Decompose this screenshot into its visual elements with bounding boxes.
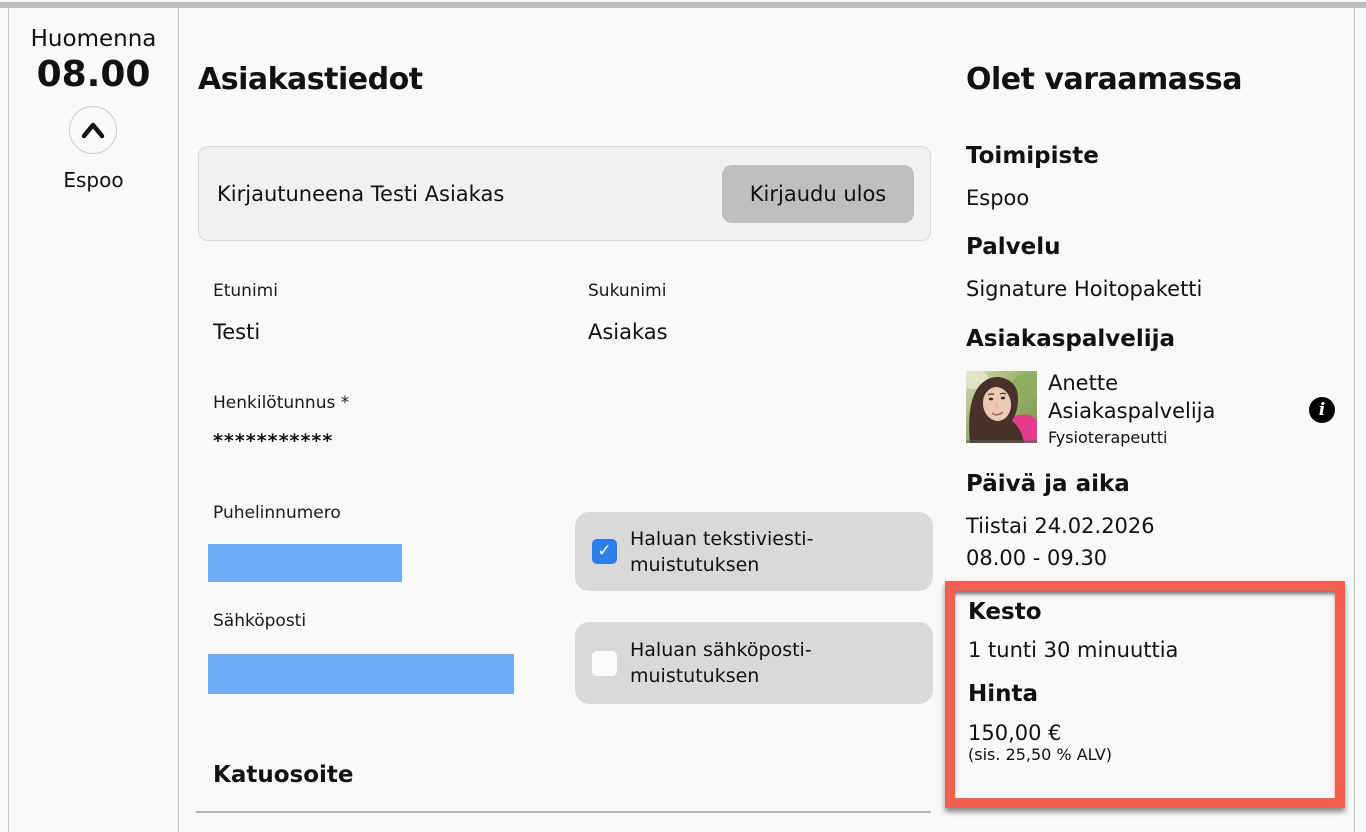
ssn-input[interactable]: *********** bbox=[213, 430, 334, 452]
office-label: Toimipiste bbox=[966, 143, 1099, 169]
street-address-label: Katuosoite bbox=[213, 762, 354, 788]
phone-input-redacted[interactable] bbox=[208, 544, 402, 582]
staff-name: Anette Asiakaspalvelija bbox=[1048, 371, 1216, 423]
checkmark-icon: ✓ bbox=[597, 541, 612, 561]
top-divider-bar bbox=[0, 2, 1366, 8]
service-value: Signature Hoitopaketti bbox=[966, 277, 1203, 301]
duration-value: 1 tunti 30 minuuttia bbox=[968, 638, 1179, 662]
email-reminder-checkbox[interactable] bbox=[592, 651, 617, 676]
email-reminder-option[interactable] bbox=[575, 622, 933, 704]
date-time-label: Päivä ja aika bbox=[966, 471, 1130, 497]
booking-summary-title: Olet varaamassa bbox=[966, 62, 1242, 97]
page-right-border bbox=[1354, 8, 1355, 832]
email-label: Sähköposti bbox=[213, 611, 307, 631]
price-label: Hinta bbox=[968, 681, 1039, 707]
staff-info-icon[interactable]: i bbox=[1309, 397, 1335, 423]
email-reminder-label: Haluan sähköposti- muistutuksen bbox=[630, 639, 812, 687]
booking-date: Tiistai 24.02.2026 bbox=[966, 514, 1155, 538]
price-highlight-frame bbox=[945, 581, 1345, 808]
first-name-label: Etunimi bbox=[213, 281, 278, 301]
phone-label: Puhelinnumero bbox=[213, 503, 341, 523]
email-input-redacted[interactable] bbox=[208, 654, 514, 694]
duration-label: Kesto bbox=[968, 599, 1042, 625]
street-address-input[interactable] bbox=[196, 811, 931, 813]
appointment-day-label: Huomenna bbox=[30, 26, 157, 52]
collapse-appointment-button[interactable] bbox=[69, 106, 117, 154]
login-status-text: Kirjautuneena Testi Asiakas bbox=[217, 182, 505, 206]
vat-note: (sis. 25,50 % ALV) bbox=[968, 745, 1112, 764]
sms-reminder-label: Haluan tekstiviesti- muistutuksen bbox=[630, 527, 814, 576]
first-name-input[interactable]: Testi bbox=[213, 320, 261, 344]
service-label: Palvelu bbox=[966, 234, 1061, 260]
chevron-up-icon bbox=[78, 119, 108, 141]
appointment-time: 08.00 bbox=[36, 54, 151, 95]
last-name-input[interactable]: Asiakas bbox=[588, 320, 668, 344]
last-name-label: Sukunimi bbox=[588, 281, 667, 301]
booking-time-range: 08.00 - 09.30 bbox=[966, 546, 1108, 570]
staff-label: Asiakaspalvelija bbox=[966, 326, 1176, 352]
ssn-label: Henkilötunnus * bbox=[213, 393, 350, 413]
office-value: Espoo bbox=[966, 186, 1030, 210]
customer-details-title: Asiakastiedot bbox=[198, 62, 423, 97]
staff-role: Fysioterapeutti bbox=[1048, 428, 1168, 447]
appointment-location: Espoo bbox=[63, 168, 124, 192]
sms-reminder-checkbox[interactable] bbox=[592, 539, 617, 564]
sidebar-divider bbox=[178, 8, 179, 832]
price-value: 150,00 € bbox=[968, 721, 1062, 745]
sms-reminder-option[interactable] bbox=[575, 512, 933, 591]
appointment-sidebar bbox=[9, 0, 178, 832]
staff-photo bbox=[966, 371, 1037, 443]
logout-button[interactable]: Kirjaudu ulos bbox=[722, 165, 914, 223]
